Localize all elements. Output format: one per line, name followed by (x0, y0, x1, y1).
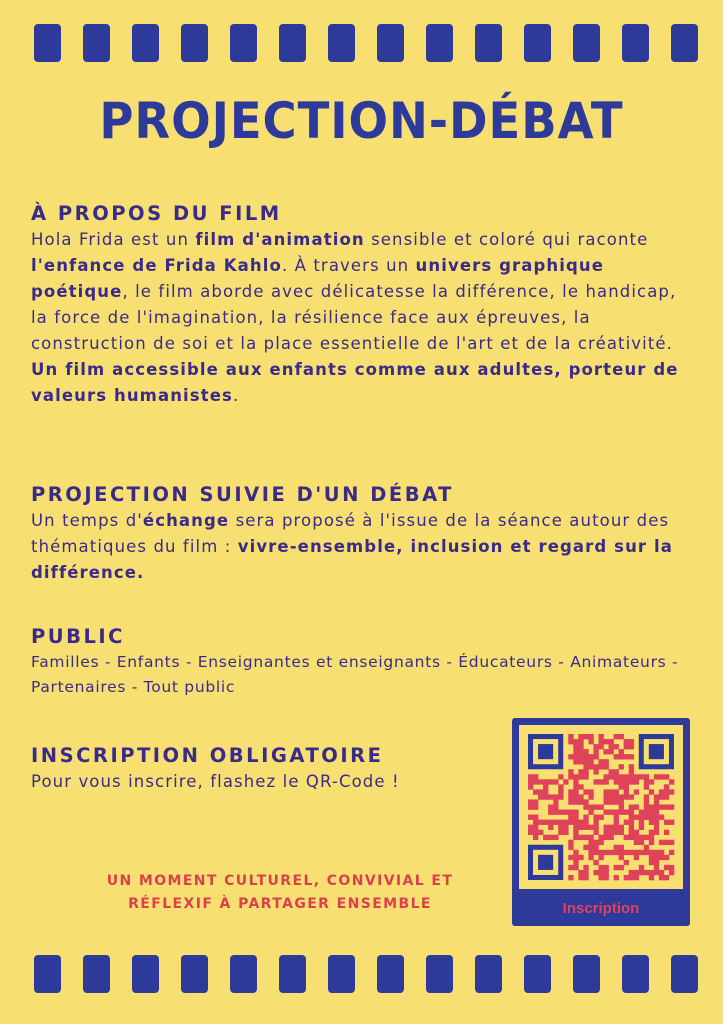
film-perforation-icon (426, 24, 453, 62)
tagline (40, 870, 520, 916)
debate-heading: PROJECTION SUIVIE D'UN DÉBAT (31, 483, 454, 506)
text-run: sera proposé à l'issue de la séance autour des thématiques du film : (31, 511, 670, 556)
bold-text: film d'animation (195, 230, 365, 249)
about-film-section (31, 201, 696, 409)
public-text: Familles - Enfants - Enseignantes et enseignants - Éducateurs - Animateurs - Partenaires - Tout public (31, 653, 679, 696)
text-run: Hola Frida est un (31, 230, 196, 249)
debate-section (31, 482, 696, 586)
film-perforation-icon (573, 24, 600, 62)
bold-text: univers graphique poétique (31, 256, 605, 301)
film-perforation-icon (181, 955, 208, 993)
film-perforation-icon (328, 24, 355, 62)
text-run: . (232, 386, 240, 405)
film-perforation-icon (83, 24, 110, 62)
film-perforation-icon (671, 955, 698, 993)
text-run: sensible et coloré qui raconte (364, 230, 649, 249)
public-section (31, 624, 696, 700)
film-perforation-icon (181, 24, 208, 62)
film-perforation-icon (83, 955, 110, 993)
film-perforation-icon (230, 955, 257, 993)
film-perforation-icon (34, 955, 61, 993)
bold-text: l'enfance de Frida Kahlo (31, 256, 282, 275)
film-perforation-icon (132, 24, 159, 62)
film-perforation-icon (377, 955, 404, 993)
film-perforation-icon (34, 24, 61, 62)
qr-code-icon[interactable] (519, 725, 683, 889)
film-perforation-icon (524, 955, 551, 993)
film-perforation-icon (230, 24, 257, 62)
qr-finder-pattern (639, 734, 674, 769)
tagline-line-2: RÉFLEXIF À PARTAGER ENSEMBLE (128, 896, 432, 912)
tagline-line-1: UN MOMENT CULTUREL, CONVIVIAL ET (106, 873, 454, 889)
film-perforation-icon (377, 24, 404, 62)
film-perforation-icon (132, 955, 159, 993)
film-perforation-icon (328, 955, 355, 993)
about-film-heading: À PROPOS DU FILM (31, 202, 282, 225)
registration-heading: INSCRIPTION OBLIGATOIRE (31, 744, 384, 767)
text-run: . À travers un (281, 256, 416, 275)
film-perforation-icon (475, 24, 502, 62)
bold-text: vivre-ensemble, inclusion et regard sur la différence. (31, 537, 673, 582)
film-strip-top (0, 24, 723, 64)
text-run: , le film aborde avec délicatesse la différence, le handicap, la force de l'imagination, la résilience face aux épreuves, la construction de soi et la place essentielle de l'art et de la créativité. (31, 282, 677, 353)
registration-text: Pour vous inscrire, flashez le QR-Code ! (31, 772, 400, 791)
qr-finder-pattern (528, 845, 563, 880)
qr-label: Inscription (562, 900, 640, 917)
about-film-text (31, 227, 696, 409)
bold-text: Un film accessible aux enfants comme aux adultes, porteur de valeurs humanistes (31, 360, 679, 405)
film-perforation-icon (475, 955, 502, 993)
film-perforation-icon (524, 24, 551, 62)
film-perforation-icon (426, 955, 453, 993)
debate-text (31, 508, 696, 586)
film-perforation-icon (279, 24, 306, 62)
qr-code-card[interactable] (512, 718, 690, 926)
film-perforation-icon (622, 24, 649, 62)
bold-text: échange (142, 511, 230, 530)
film-strip-bottom (0, 955, 723, 995)
registration-section (31, 743, 501, 795)
qr-finder-pattern (528, 734, 563, 769)
text-run: Un temps d' (31, 511, 143, 530)
page-title: PROJECTION-DÉBAT (99, 92, 624, 150)
film-perforation-icon (573, 955, 600, 993)
film-perforation-icon (671, 24, 698, 62)
film-perforation-icon (622, 955, 649, 993)
film-perforation-icon (279, 955, 306, 993)
public-heading: PUBLIC (31, 625, 125, 648)
